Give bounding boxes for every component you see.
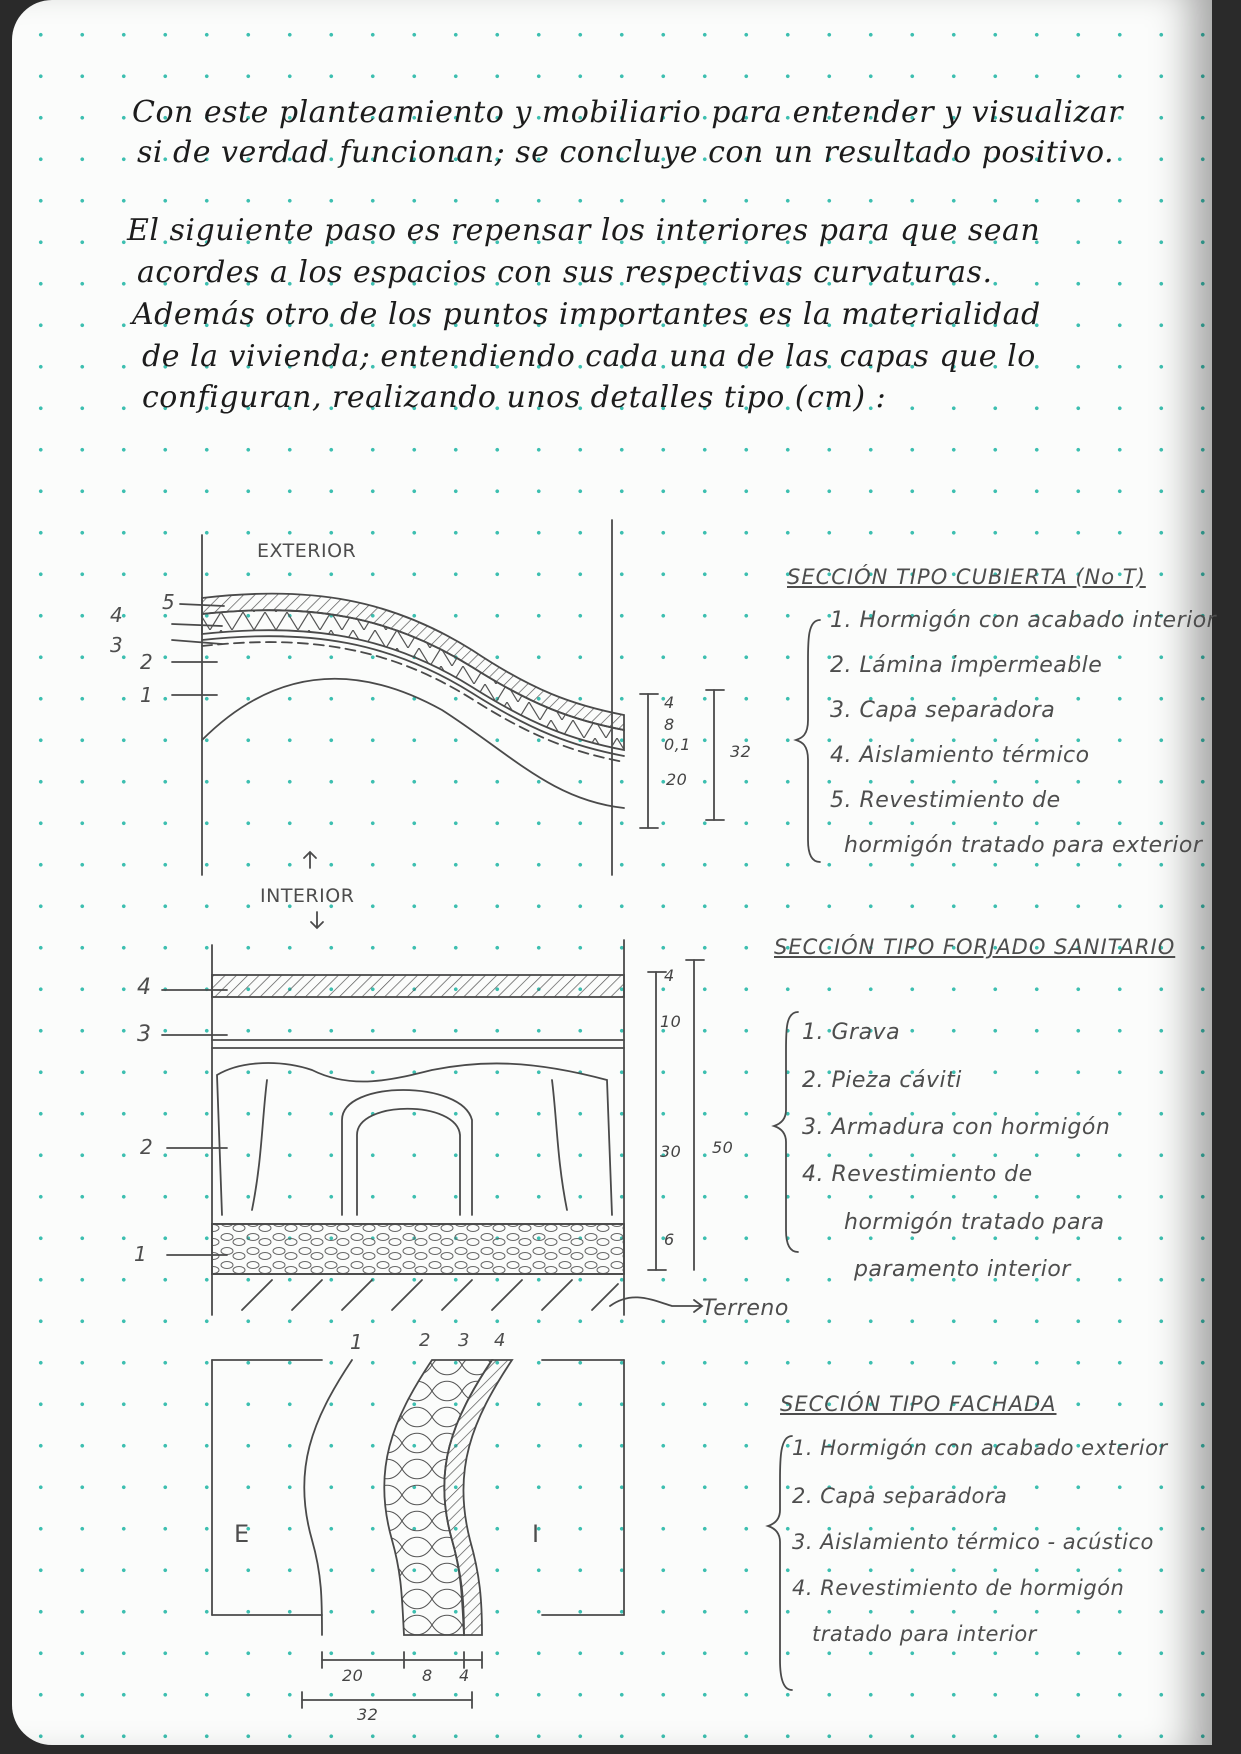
forjado-dim-50: 50 xyxy=(712,1138,734,1157)
cubierta-layer-1: 1 xyxy=(140,683,154,707)
fachada-heading: SECCIÓN TIPO FACHADA xyxy=(780,1392,1057,1416)
label-interior: INTERIOR xyxy=(260,885,355,907)
forjado-layer-4: 4 xyxy=(137,975,152,1000)
cubierta-layer-4: 4 xyxy=(110,603,124,627)
fachada-layer-2: 2 xyxy=(419,1330,431,1351)
label-terreno: Terreno xyxy=(702,1296,789,1321)
forjado-layer-1: 1 xyxy=(134,1242,148,1266)
cubierta-dim-4: 4 xyxy=(664,693,675,712)
intro-line-5: Además otro de los puntos importantes es la materialidad xyxy=(132,297,1041,332)
intro-line-4: acordes a los espacios con sus respectivas curvaturas. xyxy=(137,255,993,290)
cubierta-dim-8: 8 xyxy=(664,715,675,734)
intro-line-3: El siguiente paso es repensar los interiores para que sean xyxy=(127,213,1041,248)
section-drawings xyxy=(12,0,1212,1745)
forjado-item-4b: hormigón tratado para xyxy=(844,1210,1105,1235)
fachada-item-3: 3. Aislamiento térmico - acústico xyxy=(792,1530,1154,1554)
cubierta-layer-2: 2 xyxy=(140,650,154,674)
forjado-item-3: 3. Armadura con hormigón xyxy=(802,1115,1111,1140)
cubierta-layer-3: 3 xyxy=(110,633,124,657)
forjado-layer-2: 2 xyxy=(140,1135,154,1159)
fachada-drawing xyxy=(212,1360,624,1708)
label-i: I xyxy=(532,1520,540,1548)
forjado-dim-30: 30 xyxy=(660,1142,682,1161)
fachada-item-4b: tratado para interior xyxy=(812,1622,1037,1646)
fachada-dim-8: 8 xyxy=(422,1666,433,1685)
fachada-layer-3: 3 xyxy=(458,1330,470,1351)
label-e: E xyxy=(234,1520,250,1548)
cubierta-dim-32: 32 xyxy=(730,742,752,761)
fachada-dim-32: 32 xyxy=(357,1705,379,1724)
fachada-item-4a: 4. Revestimiento de hormigón xyxy=(792,1576,1125,1600)
fachada-item-2: 2. Capa separadora xyxy=(792,1484,1008,1508)
intro-line-1: Con este planteamiento y mobiliario para entender y visualizar xyxy=(132,95,1123,130)
forjado-dim-4: 4 xyxy=(664,966,675,985)
cubierta-dim-01: 0,1 xyxy=(664,735,691,754)
intro-line-6: de la vivienda; entendiendo cada una de las capas que lo xyxy=(142,339,1036,374)
cubierta-item-5b: hormigón tratado para exterior xyxy=(844,833,1203,858)
intro-line-2: si de verdad funcionan; se concluye con un resultado positivo. xyxy=(137,135,1115,170)
forjado-item-2: 2. Pieza cáviti xyxy=(802,1068,962,1093)
notebook-page xyxy=(12,0,1217,1745)
forjado-item-1: 1. Grava xyxy=(802,1020,901,1045)
cubierta-item-4: 4. Aislamiento térmico xyxy=(830,743,1090,768)
forjado-dim-6: 6 xyxy=(664,1230,675,1249)
forjado-layer-3: 3 xyxy=(137,1022,152,1047)
fachada-layer-1: 1 xyxy=(350,1330,364,1354)
forjado-dim-10: 10 xyxy=(660,1012,682,1031)
fachada-layer-4: 4 xyxy=(494,1330,506,1351)
cubierta-item-5a: 5. Revestimiento de xyxy=(830,788,1061,813)
label-exterior: EXTERIOR xyxy=(257,540,357,562)
cubierta-heading: SECCIÓN TIPO CUBIERTA (No T) xyxy=(787,565,1146,589)
cubierta-dim-20: 20 xyxy=(666,770,688,789)
cubierta-drawing xyxy=(172,520,724,928)
forjado-item-4a: 4. Revestimiento de xyxy=(802,1162,1033,1187)
forjado-heading: SECCIÓN TIPO FORJADO SANITARIO xyxy=(774,935,1176,959)
fachada-dim-4: 4 xyxy=(459,1666,470,1685)
forjado-drawing xyxy=(162,940,704,1315)
fachada-dim-20: 20 xyxy=(342,1666,364,1685)
cubierta-layer-5: 5 xyxy=(162,590,176,614)
fachada-item-1: 1. Hormigón con acabado exterior xyxy=(792,1436,1168,1460)
forjado-item-4c: paramento interior xyxy=(854,1257,1071,1282)
cubierta-item-1: 1. Hormigón con acabado interior xyxy=(830,608,1217,633)
cubierta-item-3: 3. Capa separadora xyxy=(830,698,1056,723)
intro-line-7: configuran, realizando unos detalles tipo (cm) : xyxy=(142,380,887,415)
cubierta-item-2: 2. Lámina impermeable xyxy=(830,653,1103,678)
